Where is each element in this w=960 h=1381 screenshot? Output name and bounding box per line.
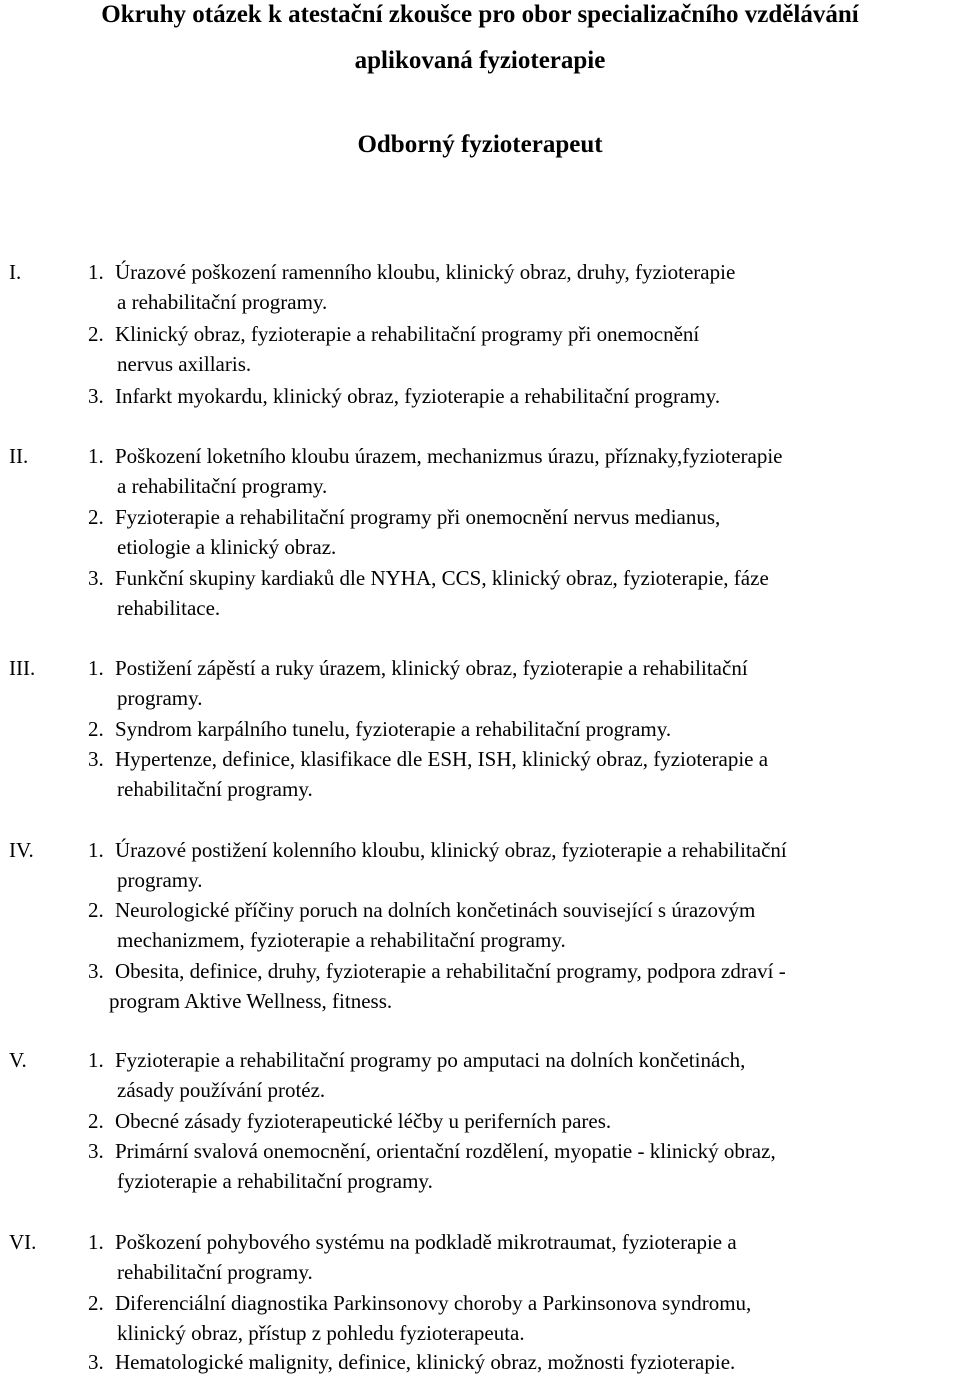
topic-text: Syndrom karpálního tunelu, fyzioterapie a rehabilitační programy. bbox=[115, 717, 672, 741]
section-label: V. bbox=[9, 1048, 27, 1072]
topic-item bbox=[88, 744, 960, 804]
section-label: II. bbox=[9, 444, 29, 468]
topic-text: Úrazové poškození ramenního kloubu, klinický obraz, druhy, fyzioterapie bbox=[115, 260, 736, 284]
topic-item bbox=[88, 319, 960, 379]
topic-number: 2. bbox=[88, 717, 104, 741]
topic-number: 1. bbox=[88, 838, 104, 862]
topic-number: 2. bbox=[88, 1291, 104, 1315]
topic-item bbox=[88, 1136, 960, 1196]
topic-item bbox=[88, 1227, 960, 1287]
topic-item bbox=[88, 1106, 960, 1136]
topic-text-continued: a rehabilitační programy. bbox=[117, 474, 328, 498]
topic-text: Obesita, definice, druhy, fyzioterapie a rehabilitační programy, podpora zdraví - bbox=[115, 959, 786, 983]
topic-item bbox=[88, 381, 960, 411]
document-title: Okruhy otázek k atestační zkoušce pro obor specializačního vzdělávání bbox=[101, 1, 859, 28]
topic-item bbox=[88, 563, 960, 623]
topic-item bbox=[88, 1045, 960, 1105]
topic-item bbox=[88, 1288, 960, 1348]
topic-text: Postižení zápěstí a ruky úrazem, klinický obraz, fyzioterapie a rehabilitační bbox=[115, 656, 748, 680]
topic-item bbox=[88, 835, 960, 895]
topic-text: Funkční skupiny kardiaků dle NYHA, CCS, klinický obraz, fyzioterapie, fáze bbox=[115, 566, 769, 590]
topic-number: 3. bbox=[88, 384, 104, 408]
topic-text: Hematologické malignity, definice, klinický obraz, možnosti fyzioterapie. bbox=[115, 1350, 736, 1374]
topic-number: 1. bbox=[88, 656, 104, 680]
topic-item bbox=[88, 441, 960, 501]
topic-text-continued: programy. bbox=[117, 868, 203, 892]
topic-text: Obecné zásady fyzioterapeutické léčby u periferních pares. bbox=[115, 1109, 612, 1133]
topic-number: 1. bbox=[88, 1230, 104, 1254]
topic-text-continued: rehabilitace. bbox=[117, 596, 221, 620]
topic-number: 1. bbox=[88, 444, 104, 468]
topic-text-continued: nervus axillaris. bbox=[117, 352, 252, 376]
topic-number: 3. bbox=[88, 1139, 104, 1163]
topic-text: Fyzioterapie a rehabilitační programy po amputaci na dolních končetinách, bbox=[115, 1048, 746, 1072]
topic-text: Klinický obraz, fyzioterapie a rehabilitační programy při onemocnění bbox=[115, 322, 700, 346]
topic-text: Fyzioterapie a rehabilitační programy při onemocnění nervus medianus, bbox=[115, 505, 721, 529]
topic-text: Poškození loketního kloubu úrazem, mechanizmus úrazu, příznaky,fyzioterapie bbox=[115, 444, 783, 468]
topic-number: 3. bbox=[88, 1350, 104, 1374]
document-specialization: aplikovaná fyzioterapie bbox=[354, 47, 606, 74]
section-label: IV. bbox=[9, 838, 34, 862]
topic-text-continued: programy. bbox=[117, 686, 203, 710]
topic-number: 1. bbox=[88, 1048, 104, 1072]
topic-text: Neurologické příčiny poruch na dolních končetinách související s úrazovým bbox=[115, 898, 756, 922]
topic-number: 3. bbox=[88, 959, 104, 983]
topic-text: Infarkt myokardu, klinický obraz, fyzioterapie a rehabilitační programy. bbox=[115, 384, 721, 408]
topic-text-continued: program Aktive Wellness, fitness. bbox=[109, 989, 393, 1013]
section-label: I. bbox=[9, 260, 22, 284]
topic-item bbox=[88, 1347, 960, 1377]
topic-text-continued: mechanizmem, fyzioterapie a rehabilitační programy. bbox=[117, 928, 566, 952]
topic-text-continued: fyzioterapie a rehabilitační programy. bbox=[117, 1169, 433, 1193]
section-label: III. bbox=[9, 656, 36, 680]
topic-text: Hypertenze, definice, klasifikace dle ESH, ISH, klinický obraz, fyzioterapie a bbox=[115, 747, 769, 771]
topic-item bbox=[88, 714, 960, 744]
topic-text-continued: etiologie a klinický obraz. bbox=[117, 535, 337, 559]
topic-text-continued: rehabilitační programy. bbox=[117, 1260, 313, 1284]
topic-number: 2. bbox=[88, 322, 104, 346]
topic-number: 3. bbox=[88, 747, 104, 771]
topic-text-continued: rehabilitační programy. bbox=[117, 777, 313, 801]
topic-text-continued: klinický obraz, přístup z pohledu fyzioterapeuta. bbox=[117, 1321, 525, 1345]
topic-number: 1. bbox=[88, 260, 104, 284]
document-subtitle: Odborný fyzioterapeut bbox=[357, 131, 603, 158]
topic-item bbox=[88, 895, 960, 955]
topic-number: 3. bbox=[88, 566, 104, 590]
topic-item bbox=[88, 653, 960, 713]
topic-number: 2. bbox=[88, 1109, 104, 1133]
topic-text-continued: zásady používání protéz. bbox=[117, 1078, 326, 1102]
topic-text-continued: a rehabilitační programy. bbox=[117, 290, 328, 314]
topic-item bbox=[88, 502, 960, 562]
topic-text: Poškození pohybového systému na podkladě mikrotraumat, fyzioterapie a bbox=[115, 1230, 737, 1254]
topic-text: Úrazové postižení kolenního kloubu, klinický obraz, fyzioterapie a rehabilitační bbox=[115, 838, 787, 862]
topic-number: 2. bbox=[88, 505, 104, 529]
topic-text: Diferenciální diagnostika Parkinsonovy choroby a Parkinsonova syndromu, bbox=[115, 1291, 752, 1315]
topic-text: Primární svalová onemocnění, orientační rozdělení, myopatie - klinický obraz, bbox=[115, 1139, 776, 1163]
topic-item bbox=[88, 956, 960, 1016]
topic-number: 2. bbox=[88, 898, 104, 922]
section-label: VI. bbox=[9, 1230, 37, 1254]
topic-item bbox=[88, 257, 960, 317]
